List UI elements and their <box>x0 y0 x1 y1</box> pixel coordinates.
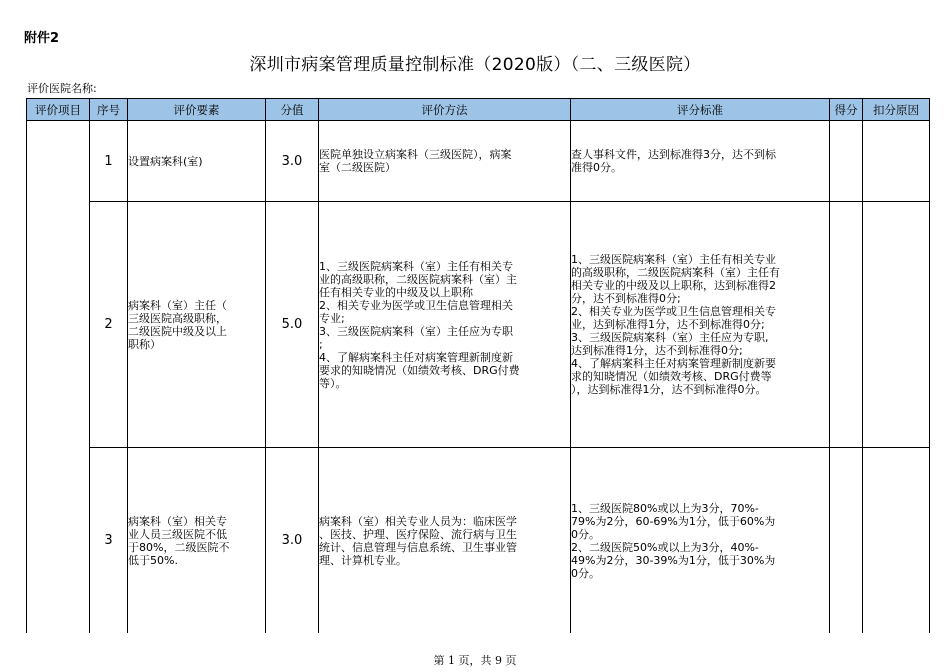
element-cell: 病案科（室）主任（ 三级医院高级职称， 二级医院中级及以上 职称） <box>128 202 266 448</box>
header-cell-score: 分值 <box>266 99 319 121</box>
element-cell: 病案科（室）相关专 业人员三级医院不低 于80%，二级医院不 低于50%. <box>128 448 266 634</box>
score-cell: 3.0 <box>266 121 319 202</box>
table-row <box>27 202 930 448</box>
seq-cell: 1 <box>90 121 128 202</box>
evaluation-table <box>26 98 930 633</box>
seq-cell: 2 <box>90 202 128 448</box>
method-cell: 病案科（室）相关专业人员为：临床医学 、医技、护理、医疗保险、流行病与卫生 统计、信息管理与信息系统、卫生事业管 理、计算机专业。 <box>319 448 571 634</box>
header-cell-deduction-reason: 扣分原因 <box>863 99 930 121</box>
seq-cell: 3 <box>90 448 128 634</box>
attachment-label: 附件2 <box>24 31 60 46</box>
header-cell-seq: 序号 <box>90 99 128 121</box>
header-cell-points: 得分 <box>830 99 863 121</box>
header-cell-method: 评价方法 <box>319 99 571 121</box>
method-cell: 1、三级医院病案科（室）主任有相关专 业的高级职称，二级医院病案科（室）主 任有相关专业的中级及以上职称 2、相关专业为医学或卫生信息管理相关 专业; 3、三级医院病案科（室）主任应为专职 ; 4、了解病案科主任对病案管理新制度新 要求的知晓情况（如绩效考核、DRG付费 等）。 <box>319 202 571 448</box>
criteria-cell: 1、三级医院80%或以上为3分，70%- 79%为2分，60-69%为1分，低于60%为 0分。 2、二级医院50%或以上为3分，40%- 49%为2分，30-39%为1分，低于30%为 0分。 <box>571 448 830 634</box>
deduction-reason-cell[interactable] <box>863 202 930 448</box>
page-title: 深圳市病案管理质量控制标准（2020版）（二、三级医院） <box>249 55 701 75</box>
criteria-cell: 查人事科文件，达到标准得3分，达不到标 准得0分。 <box>571 121 830 202</box>
score-cell: 5.0 <box>266 202 319 448</box>
header-cell-eval-item: 评价项目 <box>27 99 90 121</box>
points-cell[interactable] <box>830 121 863 202</box>
deduction-reason-cell[interactable] <box>863 121 930 202</box>
method-cell: 医院单独设立病案科（三级医院），病案 室（二级医院） <box>319 121 571 202</box>
score-cell: 3.0 <box>266 448 319 634</box>
hospital-name-label: 评价医院名称: <box>27 82 97 95</box>
table-row <box>27 448 930 634</box>
table-row <box>27 121 930 202</box>
criteria-cell: 1、三级医院病案科（室）主任有相关专业 的高级职称，二级医院病案科（室）主任有 相关专业的中级及以上职称，达到标准得2 分，达不到标准得0分; 2、相关专业为医学或卫生信息管理相关专 业，达到标准得1分，达不到标准得0分; 3、三级医院病案科（室）主任应为专职, 达到标准得1分，达不到标准得0分; 4、了解病案科主任对病案管理新制度新要 求的知晓情况（如绩效考核、DRG付费等 ），达到标准得1分，达不到标准得0分。 <box>571 202 830 448</box>
eval-item-cell <box>27 121 90 634</box>
points-cell[interactable] <box>830 202 863 448</box>
header-cell-criteria: 评分标准 <box>571 99 830 121</box>
deduction-reason-cell[interactable] <box>863 448 930 634</box>
points-cell[interactable] <box>830 448 863 634</box>
header-cell-element: 评价要素 <box>128 99 266 121</box>
table-header-row <box>27 99 930 121</box>
page-footer: 第 1 页，共 9 页 <box>433 654 517 667</box>
element-cell: 设置病案科(室) <box>128 121 266 202</box>
